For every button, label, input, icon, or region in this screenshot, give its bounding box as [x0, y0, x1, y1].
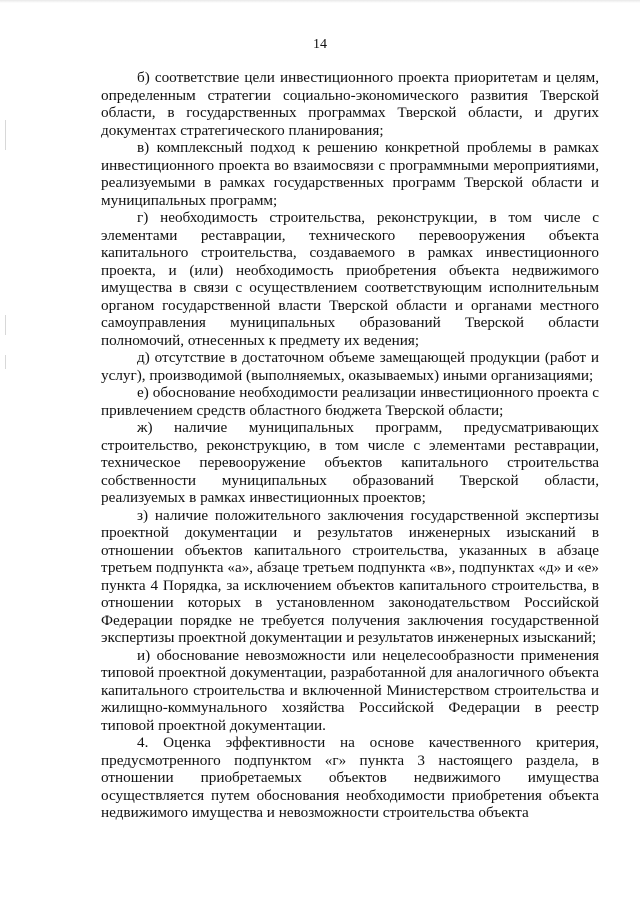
paragraph-v: в) комплексный подход к решению конкретной проблемы в рамках инвестиционного проекта во взаимосвязи с программными мероприятиями, реализуемыми в рамках государственных программ Тверской области и муниципальных программ; [101, 139, 599, 209]
paragraph-i: и) обоснование невозможности или нецелесообразности применения типовой проектной документации, разработанной для аналогичного объекта капитального строительства и включенной Министерством строительства и жилищно-коммунального хозяйства Российской Федерации в реестр типовой проектной документации. [101, 646, 599, 734]
paragraph-e: е) обоснование необходимости реализации инвестиционного проекта с привлечением средств областного бюджета Тверской области; [101, 384, 599, 419]
paragraph-zh: ж) наличие муниципальных программ, предусматривающих строительство, реконструкцию, в том числе с элементами реставрации, техническое перевооружение объектов капитального строительства собственности муниципальных образований Тверской области, реализуемых в рамках инвестиционных проектов; [101, 419, 599, 506]
scan-margin-mark [5, 355, 6, 369]
paragraph-b: б) соответствие цели инвестиционного проекта приоритетам и целям, определенным стратегии социально-экономического развития Тверской области, в государственных программах Тверской области, и других документах стратегического планирования; [101, 69, 599, 139]
page-number: 14 [313, 37, 327, 52]
paragraph-d: д) отсутствие в достаточном объеме замещающей продукции (работ и услуг), производимой (выполняемых, оказываемых) иными организациями; [101, 349, 599, 384]
scan-margin-mark [5, 315, 6, 335]
scan-top-edge [0, 0, 640, 3]
document-body [101, 69, 599, 822]
paragraph-z: з) наличие положительного заключения государственной экспертизы проектной документации и результатов инженерных изысканий в отношении объектов капитального строительства, указанных в абзаце третьем подпункта «а», абзаце третьем подпункта «в», подпунктах «д» и «е» пункта 4 Порядка, за исключением объектов капитального строительства, в отношении которых в установленном законодательством Российской Федерации порядке не требуется получения заключения государственной экспертизы проектной документации и результатов инженерных изысканий; [101, 506, 599, 646]
paragraph-g: г) необходимость строительства, реконструкции, в том числе с элементами реставрации, технического перевооружения объекта капитального строительства, создаваемого в рамках инвестиционного проекта, и (или) необходимость приобретения объекта недвижимого имущества в связи с осуществлением соответствующим исполнительным органом государственной власти Тверской области и органами местного самоуправления муниципальных образований Тверской области полномочий, отнесенных к предмету их ведения; [101, 209, 599, 349]
paragraph-4: 4. Оценка эффективности на основе качественного критерия, предусмотренного подпунктом «г» пункта 3 настоящего раздела, в отношении приобретаемых объектов недвижимого имущества осуществляется путем обоснования необходимости приобретения объекта недвижимого имущества и невозможности строительства объекта [101, 734, 599, 821]
scan-margin-mark [5, 120, 6, 150]
